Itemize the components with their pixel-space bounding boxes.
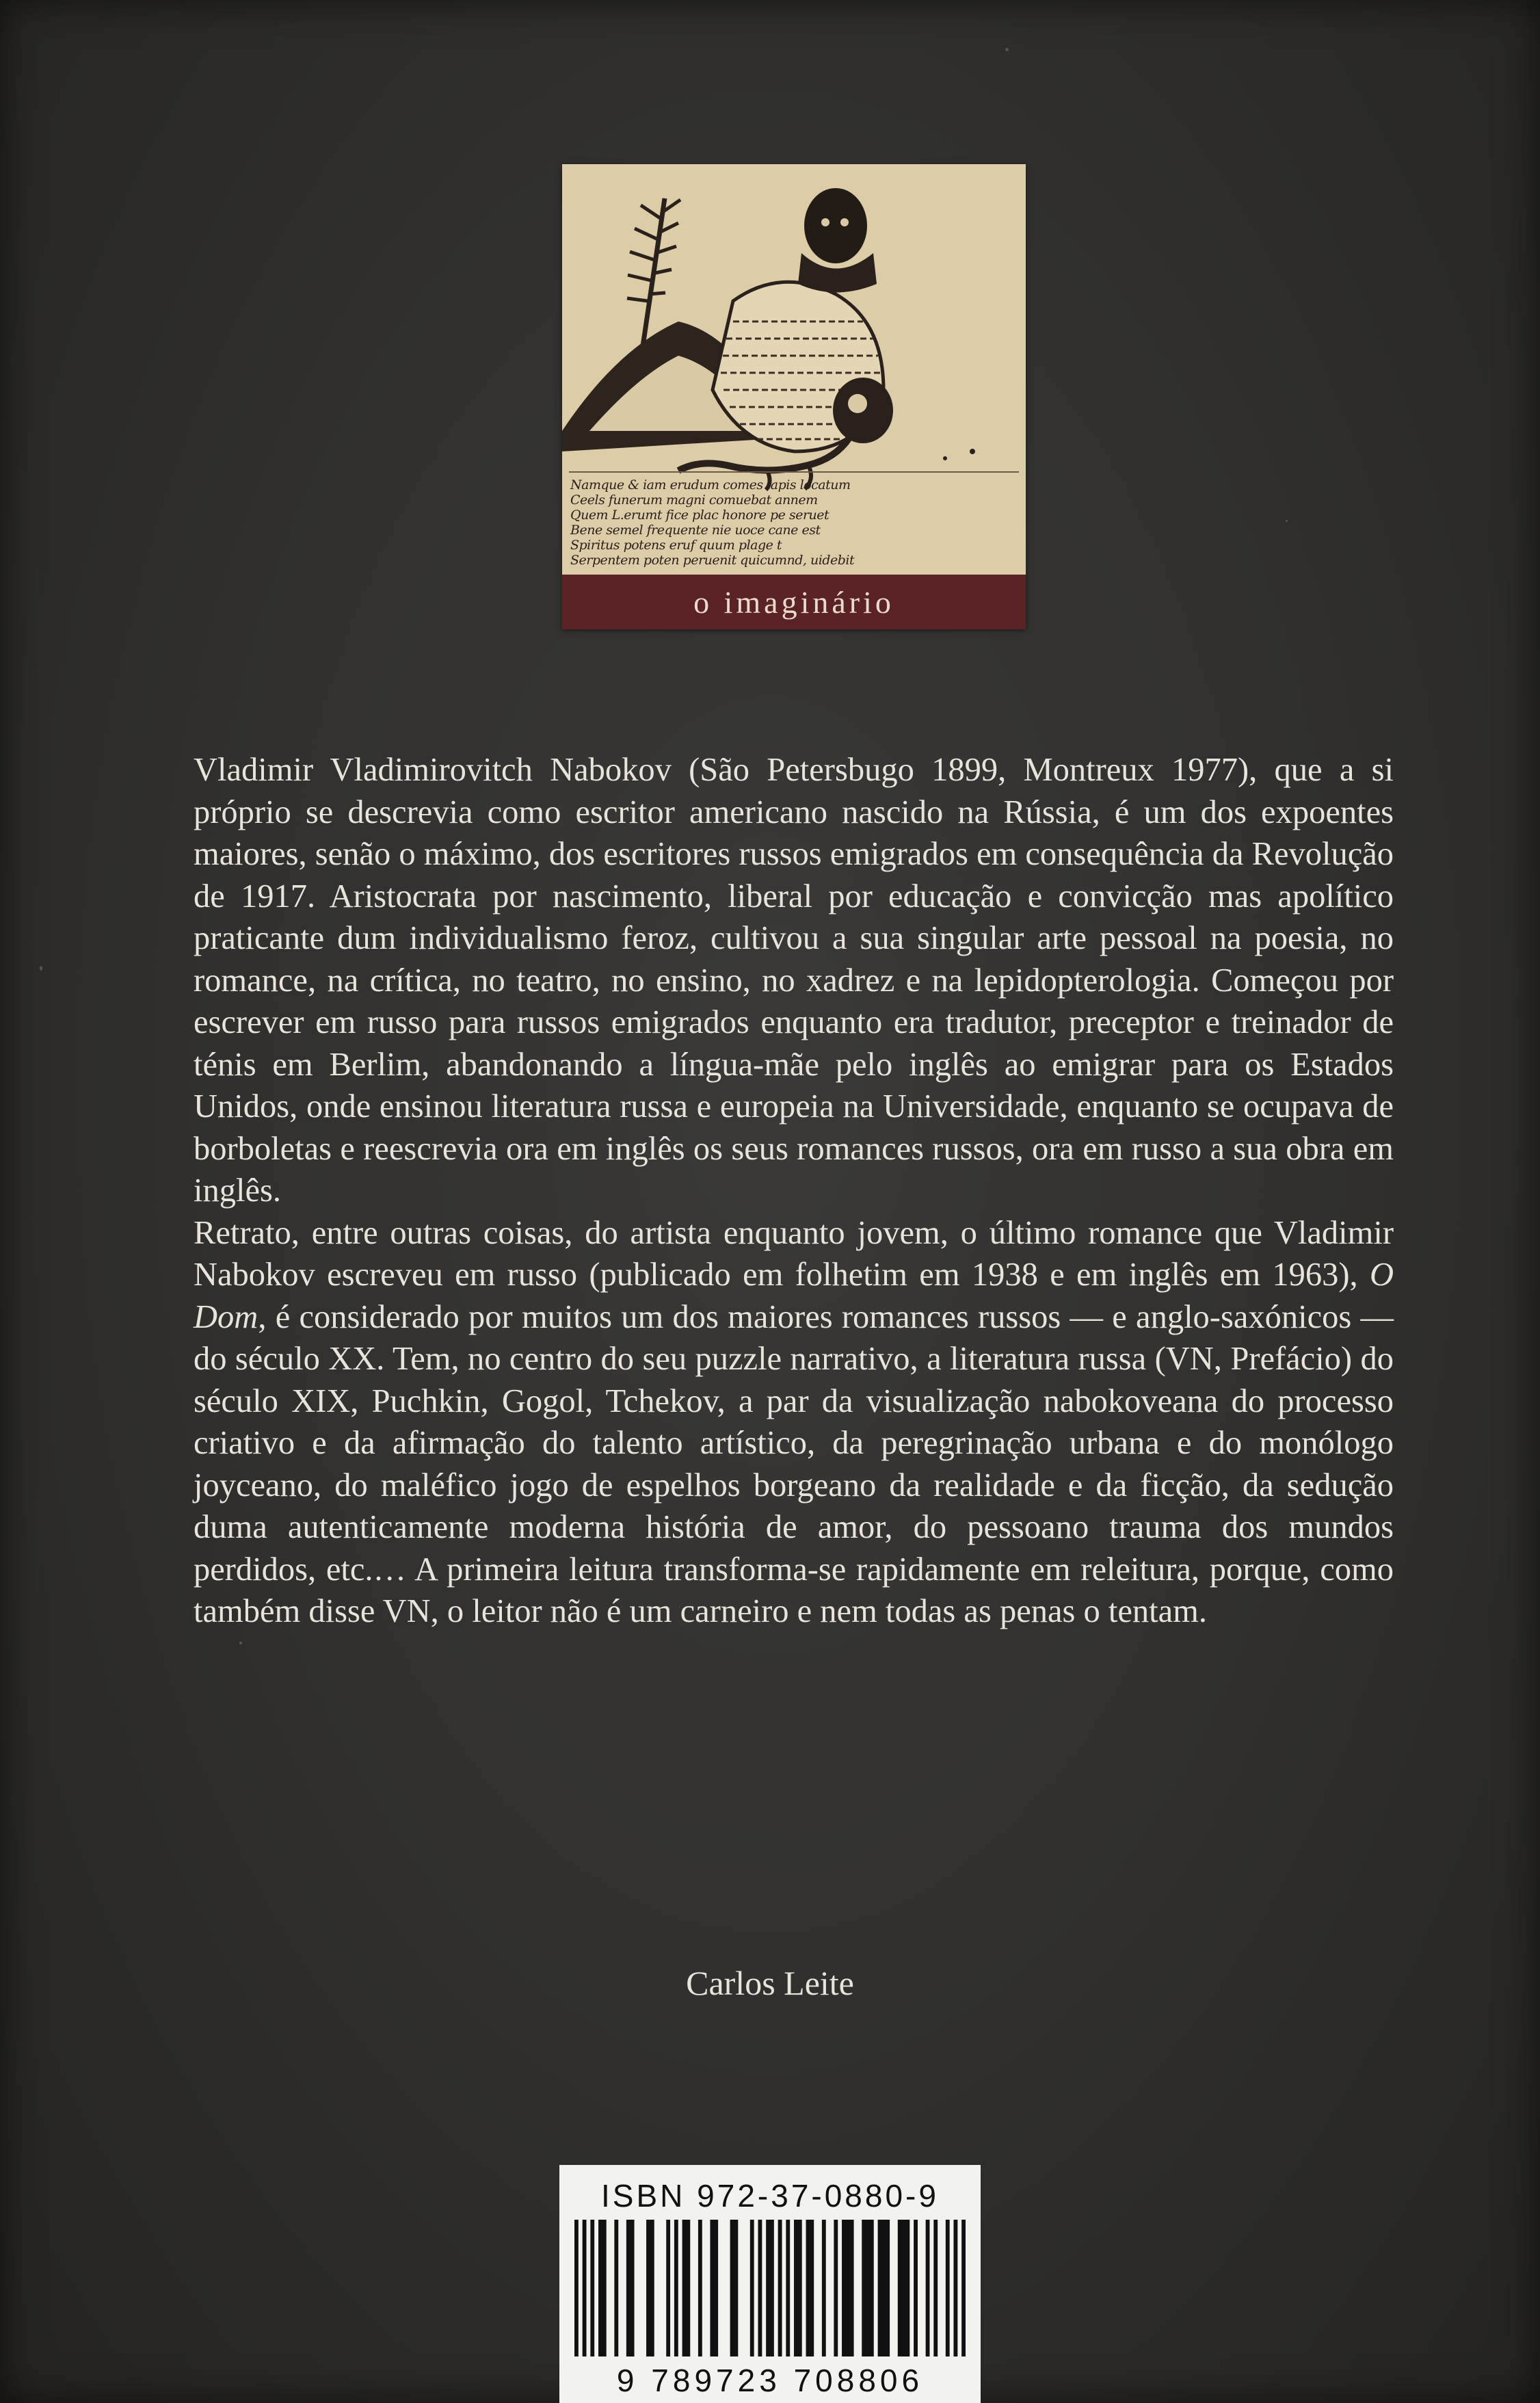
barcode-bar (822, 2220, 826, 2356)
barcode-bar (946, 2220, 950, 2356)
ean-number: 9 789723 708806 (616, 2363, 924, 2398)
barcode-bar (590, 2220, 594, 2356)
barcode-bar (778, 2220, 782, 2356)
blurb-paragraph-1: Vladimir Vladimirovitch Nabokov (São Petersbugo 1899, Montreux 1977), que a si próprio se descrevia como escritor americano nascido na Rússia, é um dos expoentes maiores, senão o máximo, dos escritores russos emigrados em consequência da Revolução de 1917. Aristocrata por nascimento, liberal por educação e convicção mas apolítico praticante dum individualismo feroz, cultivou a sua singular arte pessoal na poesia, no romance, na crítica, no teatro, no ensino, no xadrez e na lepidopterologia. Começou por escrever em russo para russos emigrados enquanto era tradutor, preceptor e treinador de ténis em Berlim, abandonando a língua-mãe pelo inglês ao emigrar para os Estados Unidos, onde ensinou literatura russa e europeia na Universidade, enquanto se ocupava de borboletas e reescrevia ora em inglês os seus romances russos, ora em russo a sua obra em inglês. (194, 752, 1394, 1209)
barcode-bar (682, 2220, 691, 2356)
series-name: o imaginário (693, 584, 894, 620)
barcode-bar (834, 2220, 838, 2356)
blurb-paragraph-2 (194, 1212, 1394, 1633)
blurb-paragraph-2-start: Retrato, entre outras coisas, do artista enquanto jovem, o último romance que Vladimir Nabokov escreveu em russo (publicado em folhetim em 1938 e em inglês em 1963), (194, 1214, 1394, 1293)
barcode-bar (574, 2220, 579, 2356)
barcode-bar (786, 2220, 790, 2356)
series-emblem (562, 164, 1026, 629)
manuscript-line: Bene semel frequente nie uoce cane est (570, 523, 821, 538)
manuscript-text (570, 477, 1018, 568)
blurb-signature: Carlos Leite (686, 1964, 854, 2002)
manuscript-illustration (562, 164, 1026, 575)
series-band (562, 575, 1026, 629)
barcode-bar (842, 2220, 854, 2356)
isbn-number: ISBN 972-37-0880-9 (601, 2178, 939, 2214)
barcode-bar (583, 2220, 587, 2356)
barcode-bar (794, 2220, 802, 2356)
barcode-bar (933, 2220, 938, 2356)
barcode-bars (574, 2220, 966, 2356)
barcode-label (559, 2165, 981, 2403)
barcode-bar (766, 2220, 774, 2356)
manuscript-line: Quem L.erumt fice plac honore pe seruet (570, 508, 829, 523)
blurb-paragraph-2-end: , é considerado por muitos um dos maiores romances russos — e anglo-saxónicos — do século XX. Tem, no centro do seu puzzle narrativo, a literatura russa (VN, Prefácio) do século XIX, Puchkin, Gogol, Tchekov, a par da visualização nabokoveana do processo criativo e da afirmação do talento artístico, da peregrinação urbana e do monólogo joyceano, do maléfico jogo de espelhos borgeano da realidade e da ficção, da sedução duma autenticamente moderna história de amor, do pessoano trauma dos mundos perdidos, etc.… A primeira leitura transforma-se rapidamente em releitura, porque, como também disse VN, o leitor não é um carneiro e nem todas as penas o tentam. (194, 1298, 1394, 1629)
barcode-bar (646, 2220, 654, 2356)
barcode-bar (862, 2220, 874, 2356)
barcode-bar (666, 2220, 670, 2356)
barcode-bar (878, 2220, 890, 2356)
barcode-bar (626, 2220, 635, 2356)
barcode-bar (914, 2220, 918, 2356)
barcode-bar (614, 2220, 618, 2356)
barcode-bar (750, 2220, 754, 2356)
barcode-bar (698, 2220, 702, 2356)
book-title: O Dom (194, 1257, 1394, 1335)
barcode-bar (953, 2220, 957, 2356)
barcode-bar (598, 2220, 607, 2356)
barcode-bar (674, 2220, 678, 2356)
barcode-bar (758, 2220, 762, 2356)
manuscript-line: Serpentem poten peruenit quicumnd, uidebit (570, 553, 855, 568)
barcode-bar (898, 2220, 910, 2356)
barcode-bar (926, 2220, 930, 2356)
blurb-text (194, 749, 1394, 1633)
barcode-bar (710, 2220, 718, 2356)
barcode-bar (730, 2220, 739, 2356)
manuscript-line: Spiritus potens eruf quum plage t (570, 538, 782, 553)
barcode-bar (806, 2220, 814, 2356)
barcode-bar (961, 2220, 966, 2356)
manuscript-line: Ceels funerum magni comuebat annem (570, 493, 818, 508)
manuscript-line: Namque & iam erudum comes lapis locatum (570, 477, 851, 493)
